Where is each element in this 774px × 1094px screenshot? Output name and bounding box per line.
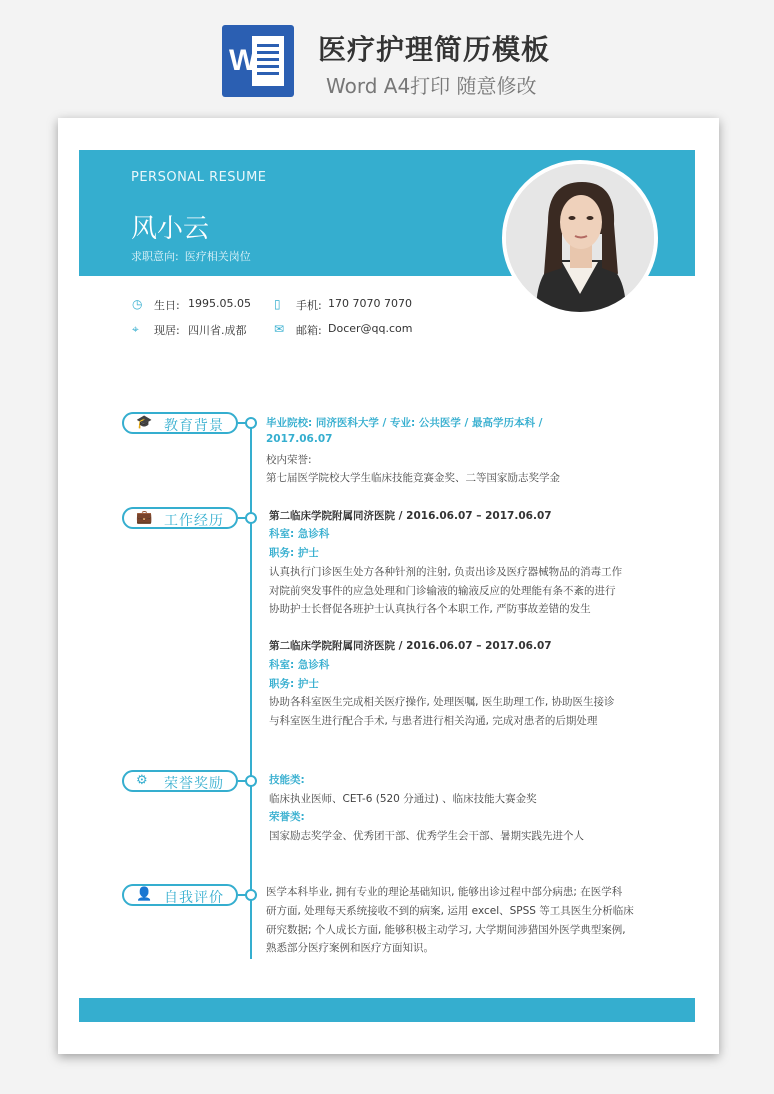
residence-value: 四川省.成都 bbox=[188, 324, 247, 337]
email-label: 邮箱: bbox=[296, 324, 322, 337]
job-title: 第二临床学院附属同济医院 / 2016.06.07 – 2017.06.07 bbox=[269, 510, 552, 522]
honor-text: 国家励志奖学金、优秀团干部、优秀学生会干部、暑期实践先进个人 bbox=[269, 830, 584, 842]
education-title: 教育背景 bbox=[164, 418, 224, 434]
job-intent bbox=[131, 248, 257, 264]
skill-text: 临床执业医师、CET-6 (520 分通过) 、临床技能大赛金奖 bbox=[269, 793, 537, 805]
timeline-dot bbox=[245, 512, 257, 524]
honors-title: 荣誉奖励 bbox=[164, 776, 224, 792]
job-intent-value: 医疗相关岗位 bbox=[184, 250, 251, 263]
briefcase-icon: 💼 bbox=[136, 510, 153, 525]
education-school-line: 毕业院校: 同济医科大学 / 专业: 公共医学 / 最高学历本科 / bbox=[266, 417, 543, 429]
birthday-value: 1995.05.05 bbox=[188, 297, 251, 310]
education-honor-label: 校内荣誉: bbox=[266, 454, 312, 466]
person-icon: 👤 bbox=[136, 887, 153, 902]
job-duty-line: 协助护士长督促各班护士认真执行各个本职工作, 严防事故差错的发生 bbox=[269, 603, 591, 615]
resume-english-title: PERSONAL RESUME bbox=[131, 170, 267, 185]
phone-icon: ▯ bbox=[274, 297, 281, 311]
self-eval-section-tag bbox=[122, 884, 238, 906]
template-banner bbox=[0, 0, 774, 110]
timeline-dot bbox=[245, 417, 257, 429]
residence-row bbox=[132, 322, 282, 338]
work-title: 工作经历 bbox=[164, 513, 224, 529]
self-eval-line: 熟悉部分医疗案例和医疗方面知识。 bbox=[266, 942, 434, 954]
timeline-dot bbox=[245, 775, 257, 787]
job-duty-line: 对院前突发事件的应急处理和门诊输液的输液反应的处理能有条不紊的进行 bbox=[269, 585, 616, 597]
banner-title: 医疗护理简历模板 bbox=[318, 33, 551, 66]
self-eval-line: 医学本科毕业, 拥有专业的理论基础知识, 能够出诊过程中部分病患; 在医学科 bbox=[266, 886, 623, 898]
mail-icon: ✉ bbox=[274, 322, 285, 336]
job-dept: 科室: 急诊科 bbox=[269, 659, 330, 671]
work-section-tag bbox=[122, 507, 238, 529]
job-role: 职务: 护士 bbox=[269, 678, 319, 690]
birthday-row bbox=[132, 297, 282, 313]
education-honor: 第七届医学院校大学生临床技能竞赛金奖、二等国家励志奖学金 bbox=[266, 472, 560, 484]
job-duty-line: 协助各科室医生完成相关医疗操作, 处理医嘱, 医生助理工作, 协助医生接诊 bbox=[269, 696, 615, 708]
job-title: 第二临床学院附属同济医院 / 2016.06.07 – 2017.06.07 bbox=[269, 640, 552, 652]
profile-photo bbox=[502, 160, 658, 316]
word-icon bbox=[222, 25, 294, 97]
self-eval-title: 自我评价 bbox=[164, 890, 224, 906]
education-section-tag bbox=[122, 412, 238, 434]
job-duty-line: 与科室医生进行配合手术, 与患者进行相关沟通, 完成对患者的后期处理 bbox=[269, 715, 598, 727]
banner-subtitle: Word A4打印 随意修改 bbox=[326, 74, 537, 98]
job-intent-label: 求职意向: bbox=[131, 250, 179, 263]
job-role: 职务: 护士 bbox=[269, 547, 319, 559]
job-dept: 科室: 急诊科 bbox=[269, 528, 330, 540]
self-eval-line: 研方面, 处理每天系统接收不到的病案, 运用 excel、SPSS 等工具医生分析临床 bbox=[266, 905, 634, 917]
email-value: Docer@qq.com bbox=[328, 322, 413, 335]
word-letter: W bbox=[229, 44, 258, 77]
phone-label: 手机: bbox=[296, 299, 322, 312]
honor-label: 荣誉类: bbox=[269, 811, 305, 823]
phone-row bbox=[274, 297, 454, 313]
candidate-name: 风小云 bbox=[131, 214, 210, 244]
gear-icon: ⚙ bbox=[136, 773, 148, 788]
graduation-cap-icon: 🎓 bbox=[136, 415, 153, 430]
timeline-dot bbox=[245, 889, 257, 901]
timeline-line bbox=[250, 418, 252, 959]
email-row bbox=[274, 322, 454, 338]
phone-value: 170 7070 7070 bbox=[328, 297, 412, 310]
calendar-icon: ◷ bbox=[132, 297, 143, 311]
residence-label: 现居: bbox=[154, 324, 180, 337]
education-date: 2017.06.07 bbox=[266, 433, 333, 445]
skill-label: 技能类: bbox=[269, 774, 305, 786]
resume-page bbox=[58, 118, 719, 1054]
location-pin-icon: ⌖ bbox=[132, 322, 139, 336]
honors-section-tag bbox=[122, 770, 238, 792]
footer-bar bbox=[79, 998, 695, 1022]
portrait-image bbox=[506, 164, 654, 312]
birthday-label: 生日: bbox=[154, 299, 180, 312]
job-duty-line: 认真执行门诊医生处方各种针剂的注射, 负责出诊及医疗器械物品的消毒工作 bbox=[269, 566, 623, 578]
self-eval-line: 研究数据; 个人成长方面, 能够积极主动学习, 大学期间涉猎国外医学典型案例, bbox=[266, 924, 626, 936]
